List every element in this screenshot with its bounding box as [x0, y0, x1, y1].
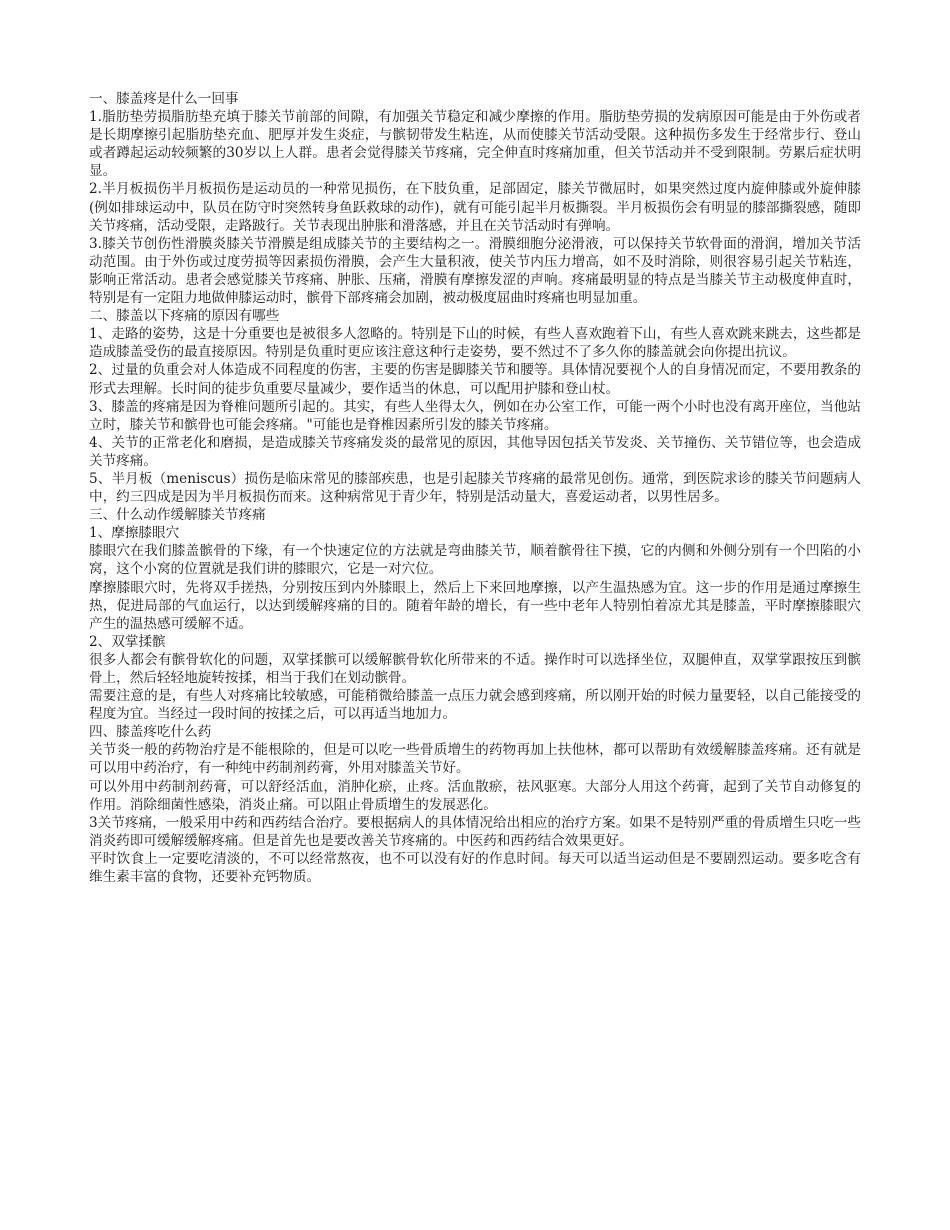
paragraph: 关节炎一般的药物治疗是不能根除的，但是可以吃一些骨质增生的药物再加上扶他林，都可以帮助有效缓解膝盖疼痛。还有就是可以用中药治疗，有一种纯中药制剂药膏，外用对膝盖关节好。 — [89, 742, 861, 777]
paragraph: 很多人都会有髌骨软化的问题，双掌揉髌可以缓解髌骨软化所带来的不适。操作时可以选择坐位，双腿伸直，双掌掌跟按压到髌骨上，然后轻轻地旋转按揉，相当于我们在划动髌骨。 — [89, 651, 861, 686]
sub-heading: 2、双掌揉髌 — [89, 633, 166, 650]
sub-heading: 1、摩擦膝眼穴 — [89, 525, 180, 542]
paragraph: 可以外用中药制剂药膏，可以舒经活血，消肿化瘀，止疼。活血散瘀，祛风驱寒。大部分人用这个药膏，起到了关节自动修复的作用。消除细菌性感染，消炎止痛。可以阻止骨质增生的发展恶化。 — [89, 778, 861, 813]
paragraph: 2.半月板损伤半月板损伤是运动员的一种常见损伤，在下肢负重，足部固定，膝关节微屈时，如果突然过度内旋伸膝或外旋伸膝(例如排球运动中，队员在防守时突然转身鱼跃救球的动作)，就有可能引起半月板撕裂。半月板损伤会有明显的膝部撕裂感，随即关节疼痛，活动受限，走路跛行。关节表现出肿胀和滑落感，并且在关节活动时有弹响。 — [89, 181, 861, 234]
paragraph: 4、关节的正常老化和磨损，是造成膝关节疼痛发炎的最常见的原因，其他导因包括关节发炎、关节撞伤、关节错位等，也会造成关节疼痛。 — [89, 434, 861, 469]
paragraph: 5、半月板（meniscus）损伤是临床常见的膝部疾患，也是引起膝关节疼痛的最常见创伤。通常，到医院求诊的膝关节问题病人中，约三四成是因为半月板损伤而来。这种病常见于青少年，特别是活动量大，喜爱运动者，以男性居多。 — [89, 470, 861, 506]
paragraph: 需要注意的是，有些人对疼痛比较敏感，可能稍微给膝盖一点压力就会感到疼痛，所以刚开始的时候力量要轻，以自己能接受的程度为宜。当经过一段时间的按揉之后，可以再适当地加力。 — [89, 688, 861, 723]
paragraph: 3、膝盖的疼痛是因为脊椎问题所引起的。其实，有些人坐得太久，例如在办公室工作，可能一两个小时也没有离开座位，当他站立时，膝关节和髌骨也可能会疼痛。"可能也是脊椎因素所引发的膝关节疼痛。 — [89, 398, 861, 433]
paragraph: 摩擦膝眼穴时，先将双手搓热，分别按压到内外膝眼上，然后上下来回地摩擦，以产生温热感为宜。这一步的作用是通过摩擦生热，促进局部的气血运行，以达到缓解疼痛的目的。随着年龄的增长，有一些中老年人特别怕着凉尤其是膝盖，平时摩擦膝眼穴产生的温热感可缓解不适。 — [89, 579, 861, 632]
section-heading-3: 三、什么动作缓解膝关节疼痛 — [89, 507, 266, 524]
section-heading-4: 四、膝盖疼吃什么药 — [89, 724, 212, 741]
paragraph: 3.膝关节创伤性滑膜炎膝关节滑膜是组成膝关节的主要结构之一。滑膜细胞分泌滑液，可以保持关节软骨面的滑润，增加关节活动范围。由于外伤或过度劳损等因素损伤滑膜，会产生大量积液，使关节内压力增高，如不及时消除，则很容易引起关节粘连，影响正常活动。患者会感觉膝关节疼痛、肿胀、压痛，滑膜有摩擦发涩的声响。疼痛最明显的特点是当膝关节主动极度伸直时，特别是有一定阻力地做伸膝运动时，髌骨下部疼痛会加剧，被动极度屈曲时疼痛也明显加重。 — [89, 235, 861, 307]
paragraph: 1、走路的姿势，这是十分重要也是被很多人忽略的。特别是下山的时候，有些人喜欢跑着下山，有些人喜欢跳来跳去，这些都是造成膝盖受伤的最直接原因。特别是负重时更应该注意这种行走姿势，要不然过不了多久你的膝盖就会向你提出抗议。 — [89, 326, 861, 361]
article-body — [89, 90, 861, 886]
paragraph: 1.脂肪垫劳损脂肪垫充填于膝关节前部的间隙，有加强关节稳定和减少摩擦的作用。脂肪垫劳损的发病原因可能是由于外伤或者是长期摩擦引起脂肪垫充血、肥厚并发生炎症，与髌韧带发生粘连，从而使膝关节活动受限。这种损伤多发生于经常步行、登山或者蹲起运动较频繁的30岁以上人群。患者会觉得膝关节疼痛，完全伸直时疼痛加重，但关节活动并不受到限制。劳累后症状明显。 — [89, 109, 861, 180]
paragraph: 2、过量的负重会对人体造成不同程度的伤害，主要的伤害是脚膝关节和腰等。具体情况要视个人的自身情况而定，不要用教条的形式去理解。长时间的徒步负重要尽量减少，要作适当的休息，可以配用护膝和登山杖。 — [89, 362, 861, 397]
section-heading-2: 二、膝盖以下疼痛的原因有哪些 — [89, 308, 280, 325]
paragraph: 3关节疼痛，一般采用中药和西药结合治疗。要根据病人的具体情况给出相应的治疗方案。如果不是特别严重的骨质增生只吃一些消炎药即可缓解缓解疼痛。但是首先也是要改善关节疼痛的。中医药和西药结合效果更好。 — [89, 814, 861, 849]
paragraph: 平时饮食上一定要吃清淡的，不可以经常熬夜，也不可以没有好的作息时间。每天可以适当运动但是不要剧烈运动。要多吃含有维生素丰富的食物，还要补充钙物质。 — [89, 850, 861, 886]
paragraph: 膝眼穴在我们膝盖髌骨的下缘，有一个快速定位的方法就是弯曲膝关节，顺着髌骨往下摸，它的内侧和外侧分别有一个凹陷的小窝，这个小窝的位置就是我们讲的膝眼穴，它是一对穴位。 — [89, 543, 861, 578]
section-heading-1: 一、膝盖疼是什么一回事 — [89, 91, 239, 107]
